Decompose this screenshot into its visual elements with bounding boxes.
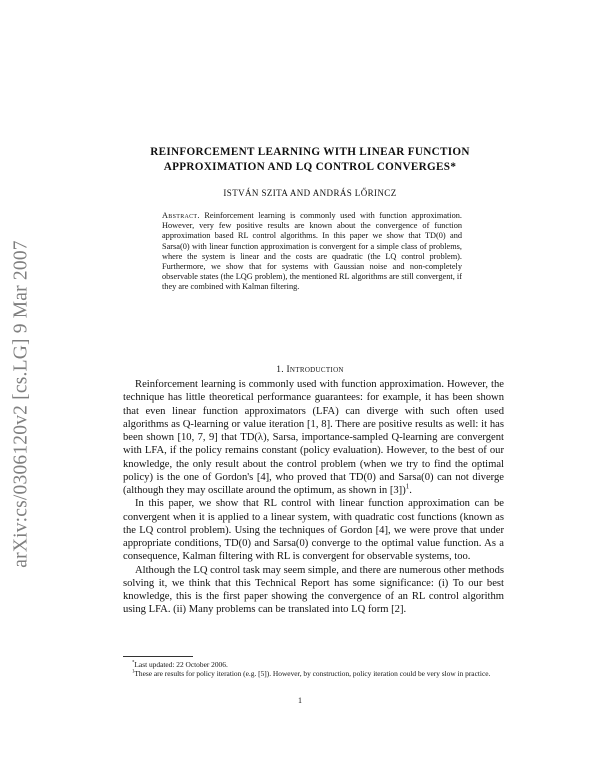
page-number: 1 bbox=[298, 696, 302, 705]
title-line-1: REINFORCEMENT LEARNING WITH LINEAR FUNCTION bbox=[150, 146, 470, 158]
paragraph-1-end: . bbox=[409, 485, 412, 496]
footnote-ref-1: 1 bbox=[405, 483, 410, 491]
footnotes bbox=[123, 660, 504, 679]
section-title: Introduction bbox=[286, 365, 344, 375]
author-list: ISTVÁN SZITA AND ANDRÁS LŐRINCZ bbox=[223, 188, 397, 198]
footnote-1-text: Last updated: 22 October 2006. bbox=[134, 660, 228, 669]
footnote-2 bbox=[123, 669, 504, 678]
arxiv-identifier-stamp bbox=[10, 194, 34, 614]
section-number: 1. bbox=[276, 365, 284, 375]
arxiv-identifier-text: arXiv:cs/0306120v2 [cs.LG] 9 Mar 2007 bbox=[11, 240, 32, 568]
section-body bbox=[123, 378, 504, 617]
paper-title bbox=[110, 145, 510, 175]
footnote-2-mark: 1 bbox=[132, 669, 135, 675]
footnote-1-mark: * bbox=[132, 660, 135, 666]
section-heading bbox=[110, 365, 510, 375]
paragraph-2: In this paper, we show that RL control with linear function approximation can be convergent when it is applied to a linear system, with quadratic cost functions (known as the LQ control problem). Using the techniques of Gordon [4], we were prove that under appropriate conditions, TD(0) and Sarsa(0) converge to the optimal value function. As a consequence, Kalman filtering with RL is convergent for observable systems, too. bbox=[123, 498, 504, 563]
footnote-divider bbox=[123, 656, 193, 657]
abstract-text: Reinforcement learning is commonly used with function approximation. However, very few positive results are known about the convergence of function approximation based RL control algorithms. In this paper we show that TD(0) and Sarsa(0) with linear function approximation is convergent for a simple class of problems, where the system is linear and the costs are quadratic (the LQ control problem). Furthermore, we show that for systems with Gaussian noise and non-completely observable states (the LQG problem), the mentioned RL algorithms are still convergent, if they are combined with Kalman filtering. bbox=[162, 211, 462, 292]
footnote-2-text: These are results for policy iteration (e.g. [5]). However, by construction, policy iteration could be very slow in practice. bbox=[134, 669, 491, 679]
paragraph-3: Although the LQ control task may seem simple, and there are numerous other methods solving it, we think that this Technical Report has some significance: (i) To our best knowledge, this is the first paper showing the convergence of an RL control algorithm using LFA. (ii) Many problems can be translated into LQ form [2]. bbox=[123, 564, 504, 616]
title-line-2: APPROXIMATION AND LQ CONTROL CONVERGES* bbox=[163, 161, 457, 173]
paragraph-1 bbox=[123, 378, 504, 497]
footnote-1 bbox=[123, 660, 504, 669]
paragraph-1-text: Reinforcement learning is commonly used with function approximation. However, the technique has little theoretical performance guarantees: for example, it has been shown that even linear function approximators (LFA) can diverge with such often used algorithms as Q-learning or value iteration [1, 8]. There are positive results as well: it has been shown [10, 7, 9] that TD(λ), Sarsa, importance-sampled Q-learning are convergent with LFA, if the policy remains constant (policy evaluation). However, to the best of our knowledge, the only result about the control problem (when we try to find the optimal policy) is the one of Gordon's [4], who proved that TD(0) and Sarsa(0) can not diverge (although they may oscillate around the optimum, as shown in [3]) bbox=[123, 379, 504, 496]
abstract bbox=[162, 211, 462, 293]
abstract-label: Abstract. bbox=[162, 211, 200, 220]
